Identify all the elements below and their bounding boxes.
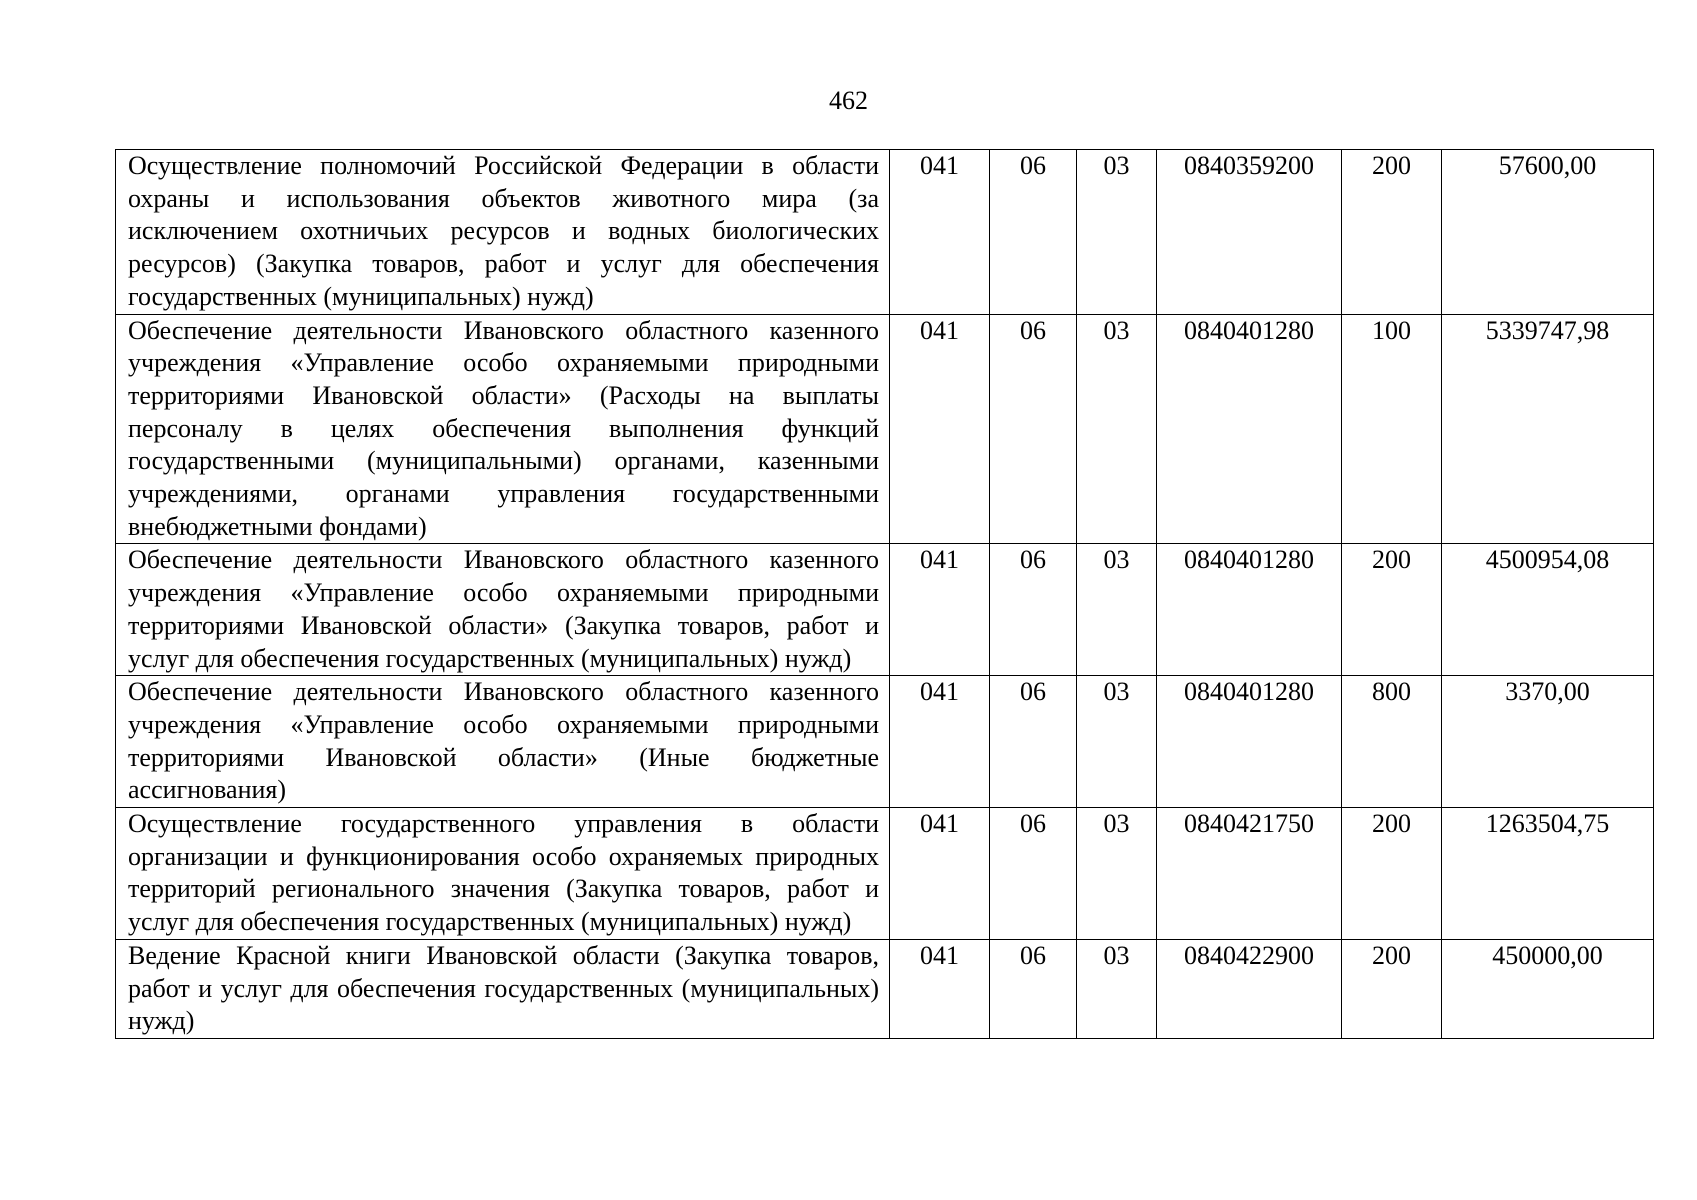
subsection-cell: 03 (1077, 939, 1157, 1038)
row-description: Обеспечение деятельности Ивановского областного казенного учреждения «Управление особо охраняемыми природными территориями Ивановской области» (Закупка товаров, работ и услуг для обеспечения государственных (муниципальных) нужд) (116, 544, 890, 676)
target-code-cell: 0840359200 (1157, 150, 1342, 315)
row-description: Обеспечение деятельности Ивановского областного казенного учреждения «Управление особо охраняемыми природными территориями Ивановской области» (Иные бюджетные ассигнования) (116, 676, 890, 808)
admin-code-cell: 041 (890, 150, 990, 315)
expense-type-cell: 800 (1342, 676, 1442, 808)
target-code-cell: 0840421750 (1157, 808, 1342, 940)
amount-cell: 3370,00 (1442, 676, 1654, 808)
row-description: Осуществление государственного управления в области организации и функционирования особо охраняемых природных территорий регионального значения (Закупка товаров, работ и услуг для обеспечения государственных (муниципальных) нужд) (116, 808, 890, 940)
admin-code-cell: 041 (890, 314, 990, 544)
page-number: 462 (829, 86, 868, 115)
expense-type-cell: 200 (1342, 544, 1442, 676)
expense-type-cell: 200 (1342, 150, 1442, 315)
expense-type-cell: 200 (1342, 939, 1442, 1038)
section-cell: 06 (990, 676, 1077, 808)
subsection-cell: 03 (1077, 808, 1157, 940)
admin-code-cell: 041 (890, 676, 990, 808)
section-cell: 06 (990, 314, 1077, 544)
amount-cell: 5339747,98 (1442, 314, 1654, 544)
table-row (116, 808, 1654, 940)
target-code-cell: 0840401280 (1157, 676, 1342, 808)
table-row (116, 676, 1654, 808)
target-code-cell: 0840401280 (1157, 544, 1342, 676)
table-row (116, 544, 1654, 676)
target-code-cell: 0840422900 (1157, 939, 1342, 1038)
amount-cell: 4500954,08 (1442, 544, 1654, 676)
section-cell: 06 (990, 808, 1077, 940)
subsection-cell: 03 (1077, 676, 1157, 808)
row-description: Осуществление полномочий Российской Федерации в области охраны и использования объектов животного мира (за исключением охотничьих ресурсов и водных биологических ресурсов) (Закупка товаров, работ и услуг для обеспечения государственных (муниципальных) нужд) (116, 150, 890, 315)
section-cell: 06 (990, 544, 1077, 676)
subsection-cell: 03 (1077, 544, 1157, 676)
budget-table (115, 149, 1654, 1039)
table-row (116, 939, 1654, 1038)
section-cell: 06 (990, 939, 1077, 1038)
subsection-cell: 03 (1077, 314, 1157, 544)
subsection-cell: 03 (1077, 150, 1157, 315)
admin-code-cell: 041 (890, 808, 990, 940)
admin-code-cell: 041 (890, 939, 990, 1038)
row-description: Обеспечение деятельности Ивановского областного казенного учреждения «Управление особо охраняемыми природными территориями Ивановской области» (Расходы на выплаты персоналу в целях обеспечения выполнения функций государственными (муниципальными) органами, казенными учреждениями, органами управления государственными внебюджетными фондами) (116, 314, 890, 544)
amount-cell: 57600,00 (1442, 150, 1654, 315)
table-row (116, 150, 1654, 315)
admin-code-cell: 041 (890, 544, 990, 676)
target-code-cell: 0840401280 (1157, 314, 1342, 544)
expense-type-cell: 100 (1342, 314, 1442, 544)
amount-cell: 1263504,75 (1442, 808, 1654, 940)
table-row (116, 314, 1654, 544)
section-cell: 06 (990, 150, 1077, 315)
expense-type-cell: 200 (1342, 808, 1442, 940)
amount-cell: 450000,00 (1442, 939, 1654, 1038)
row-description: Ведение Красной книги Ивановской области (Закупка товаров, работ и услуг для обеспечения государственных (муниципальных) нужд) (116, 939, 890, 1038)
